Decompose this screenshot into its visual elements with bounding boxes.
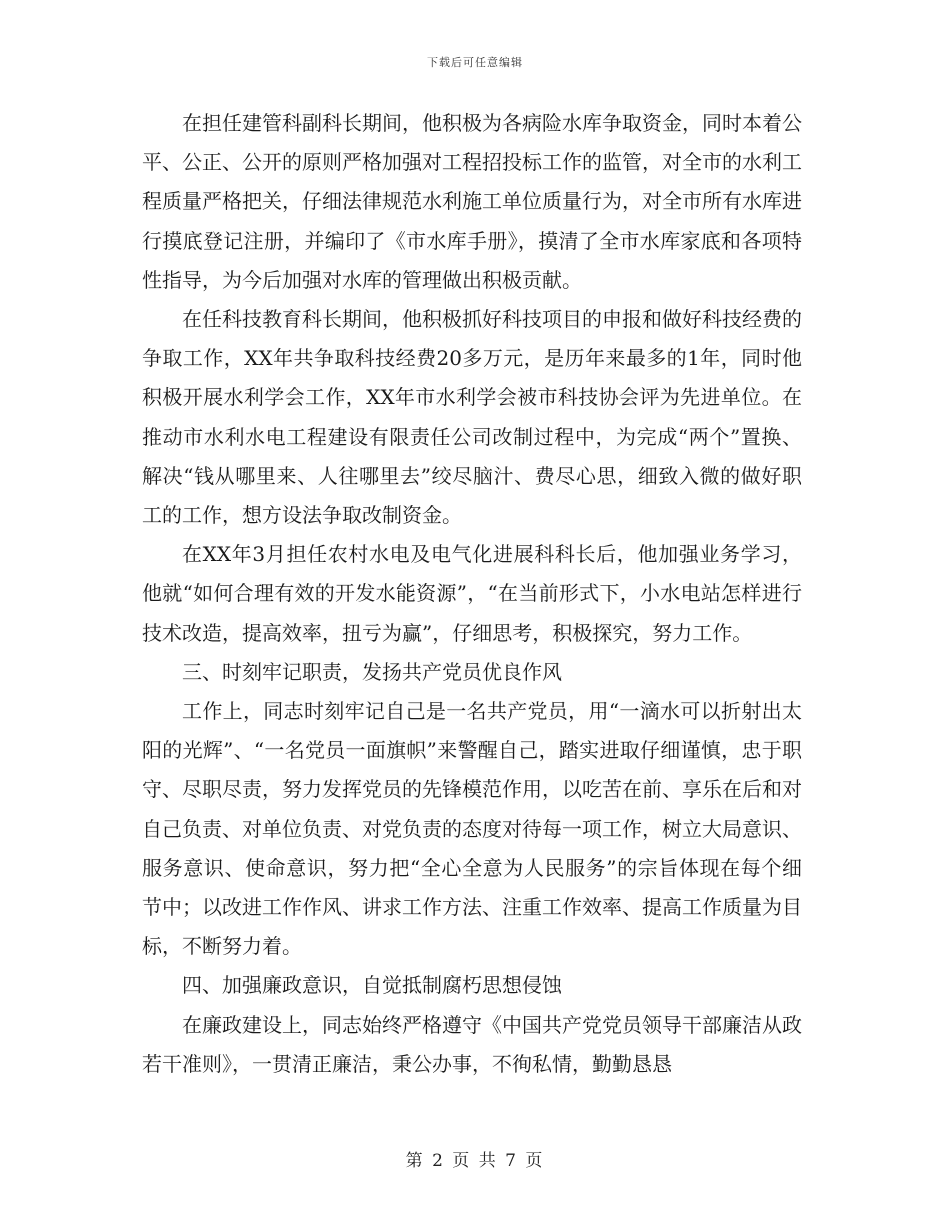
paragraph: 在担任建管科副科长期间，他积极为各病险水库争取资金，同时本着公平、公正、公开的原则严格加强对工程招投标工作的监管，对全市的水利工程质量严格把关，仔细法律规范水利施工单位质量行为，对全市所有水库进行摸底登记注册，并编印了《市水库手册》，摸清了全市水库家底和各项特性指导，为今后加强对水库的管理做出积极贡献。	[142, 111, 802, 292]
section-heading: 三、时刻牢记职责，发扬共产党员优良作风	[182, 659, 562, 684]
paragraph: 工作上，同志时刻牢记自己是一名共产党员，用“一滴水可以折射出太阳的光辉”、“一名党员一面旗帜”来警醒自己，踏实进取仔细谨慎，忠于职守、尽职尽责，努力发挥党员的先锋模范作用，以吃苦在前、享乐在后和对自己负责、对单位负责、对党负责的态度对待每一项工作，树立大局意识、服务意识、使命意识，努力把“全心全意为人民服务”的宗旨体现在每个细节中；以改进工作作风、讲求工作方法、注重工作效率、提高工作质量为目标，不断努力着。	[142, 699, 802, 959]
section-heading: 四、加强廉政意识，自觉抵制腐朽思想侵蚀	[182, 973, 562, 998]
document-body	[142, 104, 802, 1084]
page-number-footer: 第 2 页 共 7 页	[405, 1151, 545, 1171]
page-header: 下载后可任意编辑	[427, 56, 523, 69]
paragraph: 在任科技教育科长期间，他积极抓好科技项目的申报和做好科技经费的争取工作，XX年共争取科技经费20多万元，是历年来最多的1年，同时他积极开展水利学会工作，XX年市水利学会被市科技协会评为先进单位。在推动市水利水电工程建设有限责任公司改制过程中，为完成“两个”置换、解决“钱从哪里来、人往哪里去”绞尽脑汁、费尽心思，细致入微的做好职工的工作，想方设法争取改制资金。	[142, 307, 802, 528]
paragraph: 在XX年3月担任农村水电及电气化进展科科长后，他加强业务学习，他就“如何合理有效的开发水能资源”，“在当前形式下，小水电站怎样进行技术改造，提高效率，扭亏为赢”，仔细思考，积极探究，努力工作。	[142, 542, 802, 645]
paragraph: 在廉政建设上，同志始终严格遵守《中国共产党党员领导干部廉洁从政若干准则》，一贯清正廉洁，秉公办事，不徇私情，勤勤恳恳	[142, 1012, 802, 1076]
